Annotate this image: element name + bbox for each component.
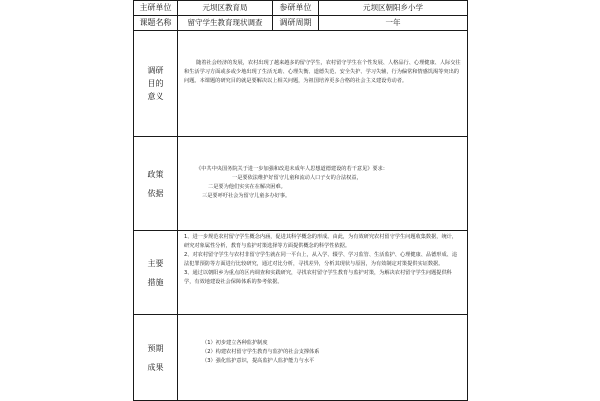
header-row-topic	[134, 16, 468, 31]
significance-label: 调研 目的 意义	[134, 31, 178, 137]
outcome-item: （2）构建农村留守学生教育与监护的社会支撑体系	[202, 349, 320, 355]
topic-label: 课题名称	[134, 16, 178, 31]
outcome-item: （3）强化监护意识，提高监护人监护能力与水平	[202, 358, 315, 364]
topic-value: 留守学生教育现状调查	[178, 16, 273, 31]
outcome-item: （1）初步建立各种监护制度	[202, 340, 268, 346]
significance-row	[134, 31, 468, 137]
measure-item: 2、对农村留守学生与农村非留守学生就在同一平台上，从入学、辍学、学习监管、生活监护、心理健康、品德形成、违法犯罪预防等方面进行比较研究，通过对比分析，寻找差异，分析其现状与原因，为有效制定对策提供实证数据。	[184, 252, 458, 267]
outcomes-label: 预期 成果	[134, 315, 178, 401]
participant-unit-label: 参研单位	[273, 1, 319, 16]
policy-row	[134, 137, 468, 231]
measures-label: 主要 措施	[134, 231, 178, 315]
policy-text: 《中共中央国务院关于进一步加强和改进未成年人思想道德建设的若干意见》要求： 一是要依法维护好留守儿童和流动人口子女的合法权益， 二是要为他们实实在在解决困难。 三是要呼吁社会为留守儿童多办好事。	[178, 137, 468, 231]
participant-unit-value: 元坝区朝阳乡小学	[319, 1, 468, 16]
outcomes-text	[178, 315, 468, 401]
significance-text: 随着社会经济的发展，农村出现了越来越多的留守学生，农村留守学生在个性发展、人格品行、心理健康、人际交往和生活学习方面或多或少地出现了生活无助、心理失衡、道德失范、安全失护、学习失辅，行为偏常和情感饥渴等突出的问题。本课题的研究目的就是要解决以上相关问题，为祖国培养更多合格的社会主义建设劳动者。	[178, 31, 468, 137]
survey-form-table	[133, 0, 468, 401]
outcomes-row	[134, 315, 468, 401]
host-unit-value: 元坝区教育局	[178, 1, 273, 16]
measure-item: 1、进一步规范农村留守学生概念内涵，促进其科学概念的形成。由此，为有效研究农村留守学生问题收集数据，统计，研究对象属性分析，教育与监护对策选择等方面提供概念的科学性依据。	[184, 234, 458, 249]
measures-row	[134, 231, 468, 315]
period-label: 调研周期	[273, 16, 319, 31]
measures-text	[178, 231, 468, 315]
measure-item: 3、通过以朝阳乡为重点的区内调查和实践研究，寻找农村留守学生教育与监护对策，为解决农村留守学生问题提供科学，有效地建设社会保障体系的参考依据。	[184, 270, 452, 285]
policy-label: 政策 依据	[134, 137, 178, 231]
header-row-units	[134, 1, 468, 16]
host-unit-label: 主研单位	[134, 1, 178, 16]
period-value: 一年	[319, 16, 468, 31]
